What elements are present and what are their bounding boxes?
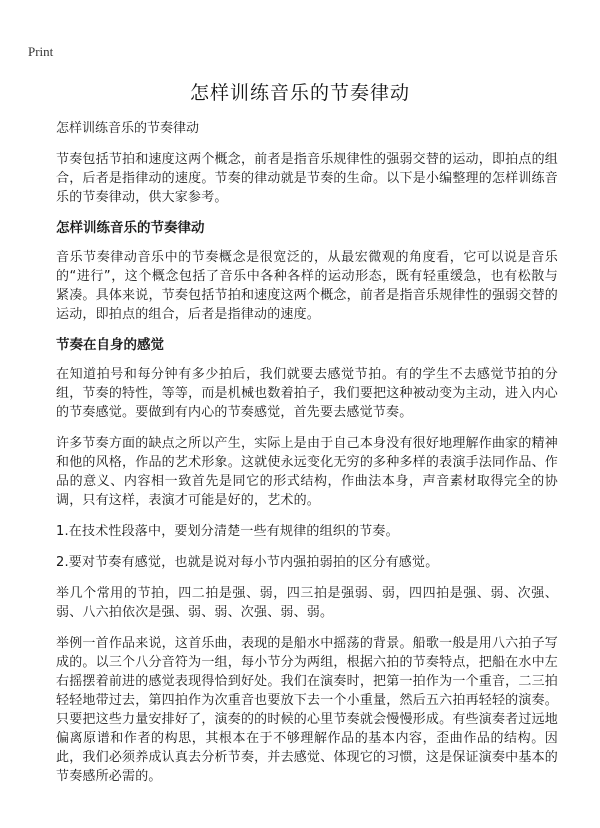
section2-paragraph: 2.要对节奏有感觉，也就是说对每小节内强拍弱拍的区分有感觉。 [56, 555, 439, 570]
document-title: 怎样训练音乐的节奏律动 [189, 82, 410, 104]
section2-paragraph: 举几个常用的节拍，四二拍是强、弱，四三拍是强弱、弱，四四拍是强、弱、次强、弱、八六拍依次是强、弱、弱、次强、弱、弱。 [56, 586, 558, 620]
section-heading-self-feeling: 节奏在自身的感觉 [56, 337, 164, 353]
section2-paragraph: 1.在技术性段落中，要划分清楚一些有规律的组织的节奏。 [56, 524, 399, 539]
section1-paragraph: 音乐节奏律动音乐中的节奏概念是很宽泛的，从最宏微观的角度看，它可以说是音乐的“进行”，这个概念包括了音乐中各种各样的运动形态，既有轻重缓急，也有松散与紧凑。具体来说，节奏包括节拍和速度这两个概念，前者是指音乐规律性的强弱交替的运动，即拍点的组合，后者是指律动的速度。 [56, 250, 558, 322]
intro-paragraph: 节奏包括节拍和速度这两个概念，前者是指音乐规律性的强弱交替的运动，即拍点的组合，后者是指律动的速度。节奏的律动就是节奏的生命。以下是小编整理的怎样训练音乐的节奏律动，供大家参考。 [56, 152, 558, 205]
section2-paragraph: 在知道拍号和每分钟有多少拍后，我们就要去感觉节拍。有的学生不去感觉节拍的分组，节奏的特性，等等，而是机械也数着拍子，我们要把这种被动变为主动，进入内心的节奏感觉。要做到有内心的节奏感觉，首先要去感觉节奏。 [56, 367, 558, 420]
section2-paragraph: 许多节奏方面的缺点之所以产生，实际上是由于自己本身没有很好地理解作曲家的精神和他的风格，作品的艺术形象。这就使永远变化无穷的多种多样的表演手法同作品、作品的意义、内容相一致首先是同它的形式结构，作曲法本身，声音素材取得完全的协调，只有这样，表演才可能是好的，艺术的。 [56, 436, 558, 508]
document-body [56, 120, 558, 798]
print-link[interactable]: Print [28, 44, 54, 59]
document-subtitle: 怎样训练音乐的节奏律动 [56, 121, 200, 136]
section-heading-training: 怎样训练音乐的节奏律动 [56, 220, 205, 236]
section2-paragraph: 举例一首作品来说，这首乐曲，表现的是船水中摇荡的背景。船歌一般是用八六拍子写成的。以三个八分音符为一组，每小节分为两组，根据六拍的节奏特点，把船在水中左右摇摆着前进的感觉表现得恰到好处。我们在演奏时，把第一拍作为一个重音，二三拍轻轻地带过去，第四拍作为次重音也要放下去一个小重量，然后五六拍再轻轻的演奏。只要把这些力量安排好了，演奏的的时候的心里节奏就会慢慢形成。有些演奏者过远地偏离原谱和作者的构思，其根本在于不够理解作品的基本内容，歪曲作品的结构。因此，我们必须养成认真去分析节奏，并去感觉、体现它的习惯，这是保证演奏中基本的节奏感所必需的。 [56, 636, 558, 784]
